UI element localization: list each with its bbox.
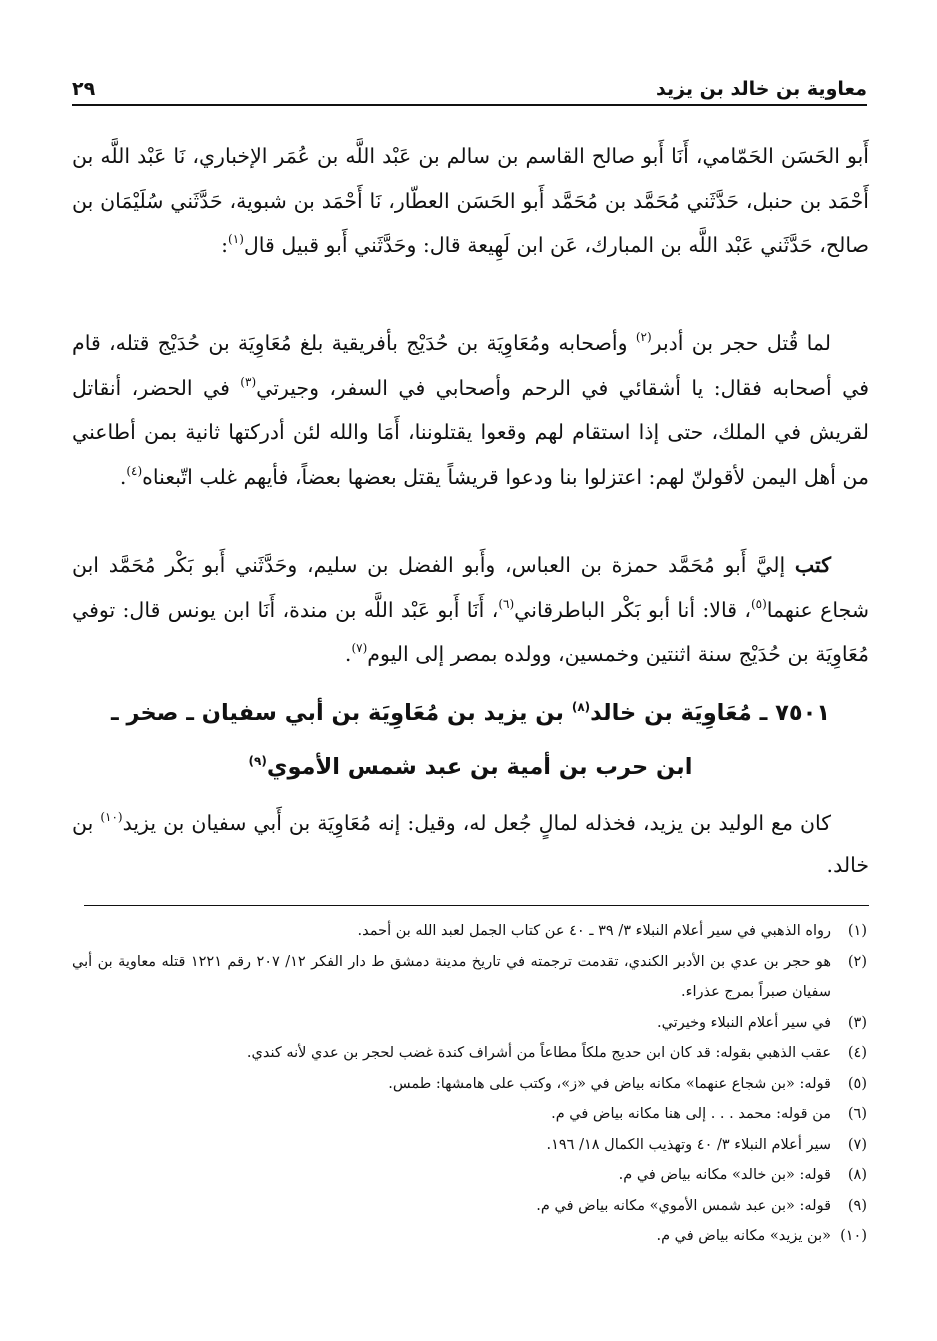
footnote-item: [72, 1038, 867, 1069]
footnote-text: من قوله: محمد . . . إلى هنا مكانه بياض في م.: [551, 1106, 831, 1122]
footnote-item: [72, 916, 867, 947]
paragraph-text: إليَّ أَبو مُحَمَّد حمزة بن العباس، وأَبو الفضل بن سليم، وحَدَّثَني أَبو بَكْر مُحَمَّد ابن شجاع عنهما: [72, 553, 869, 622]
footnote-item: [72, 1191, 867, 1222]
footnote-text: رواه الذهبي في سير أعلام النبلاء ٣/ ٣٩ ـ ٤٠ عن كتاب الجمل لعبد الله بن أحمد.: [357, 923, 831, 939]
footnote-text: سير أعلام النبلاء ٣/ ٤٠ وتهذيب الكمال ١٨/ ١٩٦.: [546, 1136, 831, 1153]
footnote-ref: (٨): [571, 700, 591, 714]
footnote-number: (١٠): [840, 1228, 867, 1244]
footnote-text: قوله: «بن شجاع عنهما» مكانه بياض في «ز»، وكتب على هامشها: طمس.: [388, 1075, 831, 1092]
footnote-number: (٥): [847, 1075, 867, 1092]
footnote-number: (٤): [847, 1045, 867, 1061]
entry-text: [72, 802, 869, 886]
footnote-item: [72, 1008, 867, 1039]
footnote-ref: (١): [228, 232, 244, 246]
footnote-number: (٦): [847, 1106, 867, 1122]
footnote-number: (٢): [847, 953, 867, 970]
footnote-divider: [84, 905, 869, 906]
footnote-item: [72, 1160, 867, 1191]
footnote-item: [72, 1221, 867, 1252]
punctuation: :: [221, 233, 229, 257]
paragraph-text: لما قُتل حجر بن أدبر: [651, 331, 831, 355]
footnote-text: «بن يزيد» مكانه بياض في م.: [656, 1228, 831, 1244]
footnote-item: [72, 1099, 867, 1130]
footnote-ref: (٣): [240, 374, 257, 389]
entry-heading-line-2: [72, 740, 869, 794]
footnote-item: [72, 947, 867, 1008]
paragraph-isnad: [72, 134, 869, 317]
footnote-ref: (٩): [248, 754, 267, 768]
footnote-ref: (٢): [635, 330, 652, 344]
paragraph-text: في الحضر، أنقاتل لقريش في الملك، حتى إذا استقام لهم وقعوا يقتلوننا، أَمَا والله لئن أدركتها ثانية بمن أطاعني من أهل اليمن لأقولنّ لهم: اعتزلوا بنا ودعوا قريشاً يقتل بعضها بعضاً، فأيهم غلب اتّبعناه: [72, 375, 869, 489]
footnote-ref: (٤): [126, 463, 143, 478]
paragraph-death-report: [72, 543, 869, 681]
lead-word: كتب: [794, 553, 831, 577]
footnote-text: هو حجر بن عدي بن الأدبر الكندي، تقدمت ترجمته في تاريخ مدينة دمشق ط دار الفكر ١٢/ ٢٠٧ رقم ١٢٢١ قتله معاوية بن أبي سفيان صبراً بمرج عذراء.: [72, 953, 831, 1000]
running-title: معاوية بن خالد بن يزيد: [655, 78, 867, 100]
footnote-ref: (٥): [750, 596, 767, 611]
punctuation: .: [119, 464, 127, 489]
footnote-item: [72, 1130, 867, 1161]
footnote-text: في سير أعلام النبلاء وخيرتي.: [656, 1014, 831, 1031]
entry-heading-line-1: [72, 686, 869, 740]
entry-heading-text: ٧٥٠١ ـ مُعَاوِيَة بن خالد: [590, 700, 831, 726]
footnote-text: عقب الذهبي بقوله: قد كان ابن حديج ملكاً مطاعاً من أشراف كندة غضب لحجر بن عدي لأنه كندي.: [246, 1045, 831, 1061]
entry-heading-text: بن يزيد بن مُعَاوِيَة بن أبي سفيان ـ صخر ـ: [110, 700, 572, 726]
entry-heading: [72, 686, 869, 794]
footnote-item: [72, 1069, 867, 1100]
footnote-text: قوله: «بن خالد» مكانه بياض في م.: [618, 1167, 831, 1183]
paragraph-text: ، قالا: أنا أبو بَكْر الباطرقاني: [514, 597, 751, 622]
footnotes-list: [72, 916, 867, 1252]
paragraph-narration: [72, 321, 869, 543]
paragraph-text: كان مع الوليد بن يزيد، فخذله لمالٍ جُعل له، وقيل: إنه مُعَاوِيَة بن أَبي سفيان بن يزيد: [122, 811, 832, 835]
footnote-number: (٧): [847, 1136, 867, 1153]
paragraph-text: أَبو الحَسَن الحَمّامي، أَنَا أَبو صالح القاسم بن سالم بن عَبْد اللَّه بن عُمَر الإخباري، نَا عَبْد اللَّه بن أَحْمَد بن حنبل، حَدَّثَني مُحَمَّد بن مُحَمَّد أَبو الحَسَن العطّار، نَا أَحْمَد بن شبوية، حَدَّثَني سُلَيْمَان بن صالح، حَدَّثَني عَبْد اللَّه بن المبارك، عَن ابن لَهِيعة قال: وحَدَّثَني أَبو قبيل قال: [72, 144, 869, 257]
paragraph-text: وأصحابه ومُعَاوِيَة بن حُدَيْج بأفريقية بلغ مُعَاوِيَة بن حُدَيْج قتله، قام في أصحابه فقال: يا أشقائي في الرحم وأصحابي في السفر، وجيرتي: [72, 331, 869, 400]
footnote-ref: (٦): [498, 596, 515, 611]
footnote-number: (٨): [847, 1167, 867, 1183]
page-header: [72, 66, 867, 106]
footnote-number: (٣): [847, 1014, 867, 1031]
main-text: [72, 134, 869, 681]
paragraph-text: بن خالد.: [72, 811, 869, 877]
footnote-ref: (٧): [351, 641, 368, 655]
footnote-ref: (١٠): [100, 810, 123, 824]
paragraph-text: ، أَنَا أَبو عَبْد اللَّه بن مندة، أَنَا ابن يونس قال: توفي مُعَاوِيَة بن حُدَيْج سنة اثنتين وخمسين، وولده بمصر إلى اليوم: [72, 597, 869, 666]
punctuation: .: [344, 642, 352, 666]
footnote-number: (٩): [847, 1197, 867, 1214]
page-number: ٢٩: [72, 78, 96, 100]
footnote-text: قوله: «بن عبد شمس الأموي» مكانه بياض في م.: [536, 1197, 831, 1214]
entry-heading-text: ابن حرب بن أمية بن عبد شمس الأموي: [266, 754, 693, 780]
footnote-number: (١): [847, 923, 867, 939]
